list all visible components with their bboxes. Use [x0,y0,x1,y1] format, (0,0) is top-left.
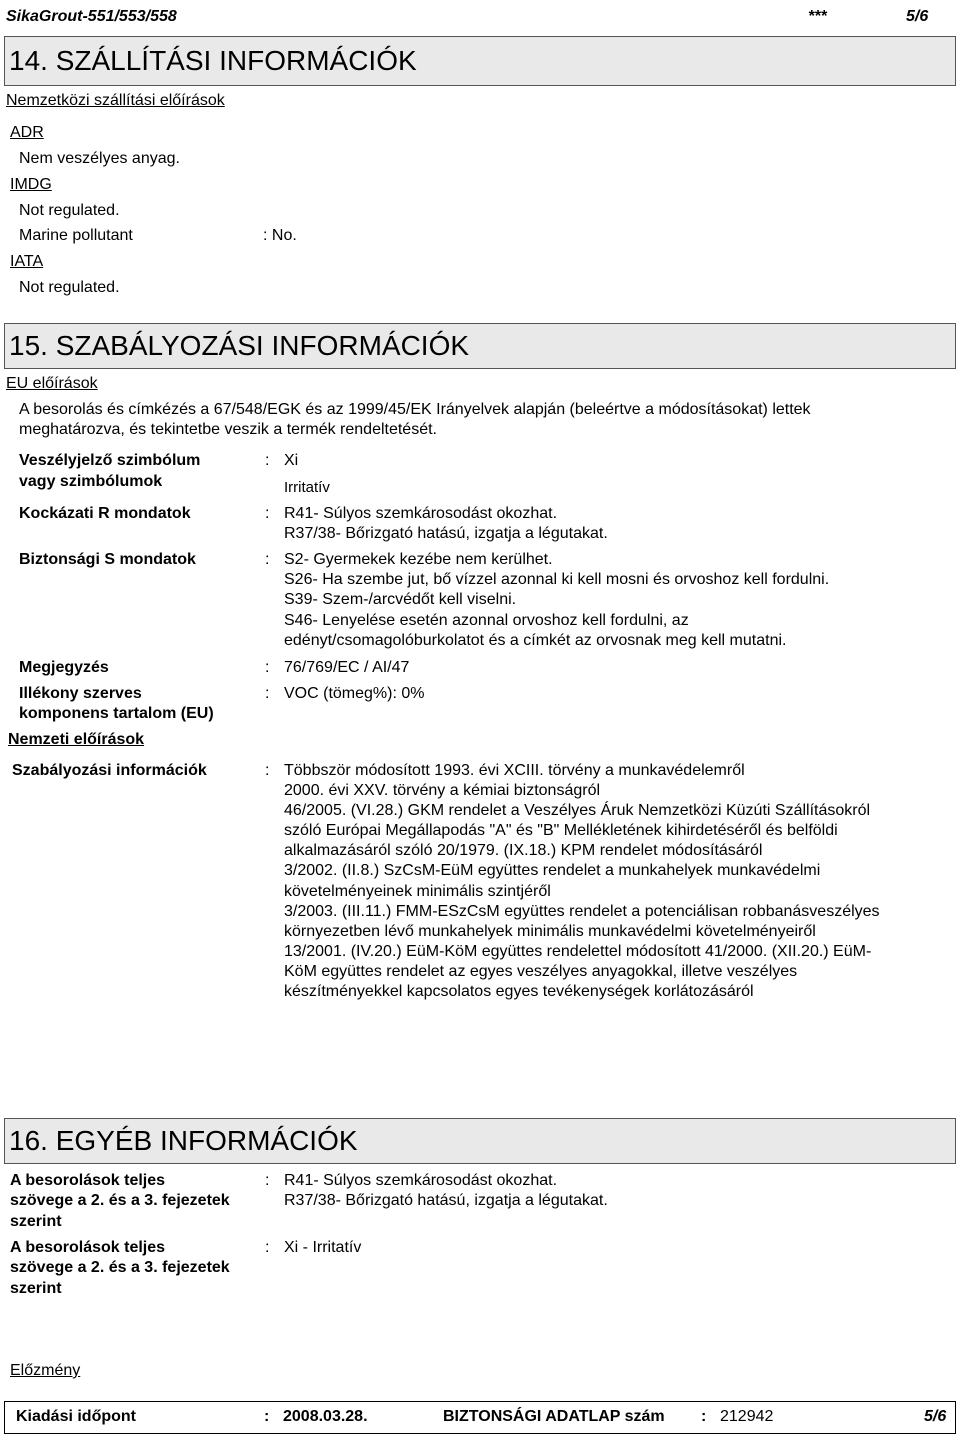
iata-text: Not regulated. [19,279,120,296]
classification-r-phrase-1: R41- Súlyos szemkárosodást okozhat. [284,1172,558,1189]
regulatory-line: szóló Európai Megállapodás "A" és "B" Mellékletének kihirdetéséről és belföldi [284,822,838,839]
imdg-text: Not regulated. [19,202,120,219]
section-15-title: 15. SZABÁLYOZÁSI INFORMÁCIÓK [9,330,470,361]
hazard-symbol-label-2: vagy szimbólumok [19,473,163,490]
eu-text-line-2: meghatározva, és tekintetbe veszik a termék rendeltetését. [19,421,437,438]
classification-symbol-label-3: szerint [10,1280,62,1297]
classification-symbol-label: A besorolások teljes [10,1239,166,1256]
regulatory-line: alkalmazásáról szóló 20/1979. (IX.18.) KPM rendelet módosításáról [284,842,763,859]
safety-phrase-4: S46- Lenyelése esetén azonnal orvoshoz kell fordulni, az [284,612,689,629]
safety-phrase-3: S39- Szem-/arcvédőt kell viselni. [284,591,517,608]
marine-pollutant-value: : No. [263,227,297,244]
marine-pollutant-label: Marine pollutant [19,227,133,244]
safety-phrase-1: S2- Gyermekek kezébe nem kerülhet. [284,551,553,568]
regulatory-line: KöM együttes rendelet az egyes veszélyes anyagokkal, illetve veszélyes [284,963,798,980]
regulatory-info-label: Szabályozási információk [12,762,207,779]
voc-label: Illékony szerves [19,685,142,702]
hazard-symbol-label: Veszélyjelző szimbólum [19,452,201,469]
section-16-title: 16. EGYÉB INFORMÁCIÓK [9,1125,358,1156]
voc-label-2: komponens tartalom (EU) [19,705,214,722]
colon: : [265,685,270,702]
colon: : [701,1408,707,1425]
header-stars: *** [808,8,827,25]
risk-phrase-2: R37/38- Bőrizgató hatású, izgatja a légutakat. [284,525,608,542]
regulatory-line: 3/2003. (III.11.) FMM-ESzCsM együttes rendelet a potenciálisan robbanásveszélyes [284,903,880,920]
eu-text-line-1: A besorolás és címkézés a 67/548/EGK és az 1999/45/EK Irányelvek alapján (beleértve a módosításokat) lettek [19,401,811,418]
classification-text-label-2: szövege a 2. és a 3. fejezetek [10,1192,230,1209]
classification-text-label: A besorolások teljes [10,1172,166,1189]
classification-r-phrase-2: R37/38- Bőrizgató hatású, izgatja a légutakat. [284,1192,608,1209]
colon: : [265,1239,270,1256]
sds-number-label: BIZTONSÁGI ADATLAP szám [443,1408,665,1425]
voc-value: VOC (tömeg%): 0% [284,685,425,702]
note-value: 76/769/EC / AI/47 [284,659,410,676]
colon: : [265,505,270,522]
note-label: Megjegyzés [19,659,109,676]
sds-number-value: 212942 [720,1408,774,1425]
safety-phrases-label: Biztonsági S mondatok [19,551,196,568]
eu-regulations-heading: EU előírások [6,375,98,392]
intl-transport-heading: Nemzetközi szállítási előírások [6,92,225,109]
risk-phrases-label: Kockázati R mondatok [19,505,191,522]
hazard-symbol-meaning: Irritatív [284,479,330,496]
footer-page-number: 5/6 [924,1408,947,1425]
regulatory-line: készítményekkel kapcsolatos egyes tevékenységek korlátozásáról [284,983,754,1000]
classification-symbol-label-2: szövege a 2. és a 3. fejezetek [10,1259,230,1276]
regulatory-line: 2000. évi XXV. törvény a kémiai biztonságról [284,782,601,799]
risk-phrase-1: R41- Súlyos szemkárosodást okozhat. [284,505,558,522]
section-14-header [4,36,956,86]
section-14-title: 14. SZÁLLÍTÁSI INFORMÁCIÓK [9,45,417,76]
regulatory-line: 46/2005. (VI.28.) GKM rendelet a Veszélyes Áruk Nemzetközi Küzúti Szállításokról [284,802,871,819]
colon: : [264,1408,270,1425]
section-15-header [4,323,956,369]
national-regulations-heading: Nemzeti előírások [8,731,145,748]
document-title: SikaGrout-551/553/558 [6,8,177,25]
classification-symbol-value: Xi - Irritatív [284,1239,362,1256]
classification-text-label-3: szerint [10,1213,62,1230]
regulatory-line: Többször módosított 1993. évi XCIII. törvény a munkavédelemről [284,762,745,779]
regulatory-line: követelményeinek minimális szintjéről [284,883,551,900]
regulatory-line: 13/2001. (IV.20.) EüM-KöM együttes rendelettel módosított 41/2000. (XII.20.) EüM- [284,943,872,960]
adr-heading: ADR [10,124,44,141]
safety-phrase-4-cont: edényt/csomagolóburkolatot és a címkét az orvosnak meg kell mutatni. [284,632,787,649]
imdg-heading: IMDG [10,176,52,193]
colon: : [265,659,270,676]
regulatory-line: 3/2002. (II.8.) SzCsM-EüM együttes rendelet a munkahelyek munkavédelmi [284,862,821,879]
history-heading: Előzmény [10,1362,81,1379]
issue-date-value: 2008.03.28. [283,1408,368,1425]
regulatory-line: környezetben lévő munkahelyek minimális munkavédelmi követelményeiről [284,923,816,940]
hazard-symbol-value: Xi [284,452,299,469]
issue-date-label: Kiadási időpont [16,1408,136,1425]
colon: : [265,551,270,568]
header-page-number: 5/6 [906,8,929,25]
colon: : [265,1172,270,1189]
section-16-header [4,1118,956,1164]
adr-text: Nem veszélyes anyag. [19,150,180,167]
colon: : [265,452,270,469]
safety-phrase-2: S26- Ha szembe jut, bő vízzel azonnal ki kell mosni és orvoshoz kell fordulni. [284,571,830,588]
colon: : [265,762,270,779]
iata-heading: IATA [10,253,44,270]
